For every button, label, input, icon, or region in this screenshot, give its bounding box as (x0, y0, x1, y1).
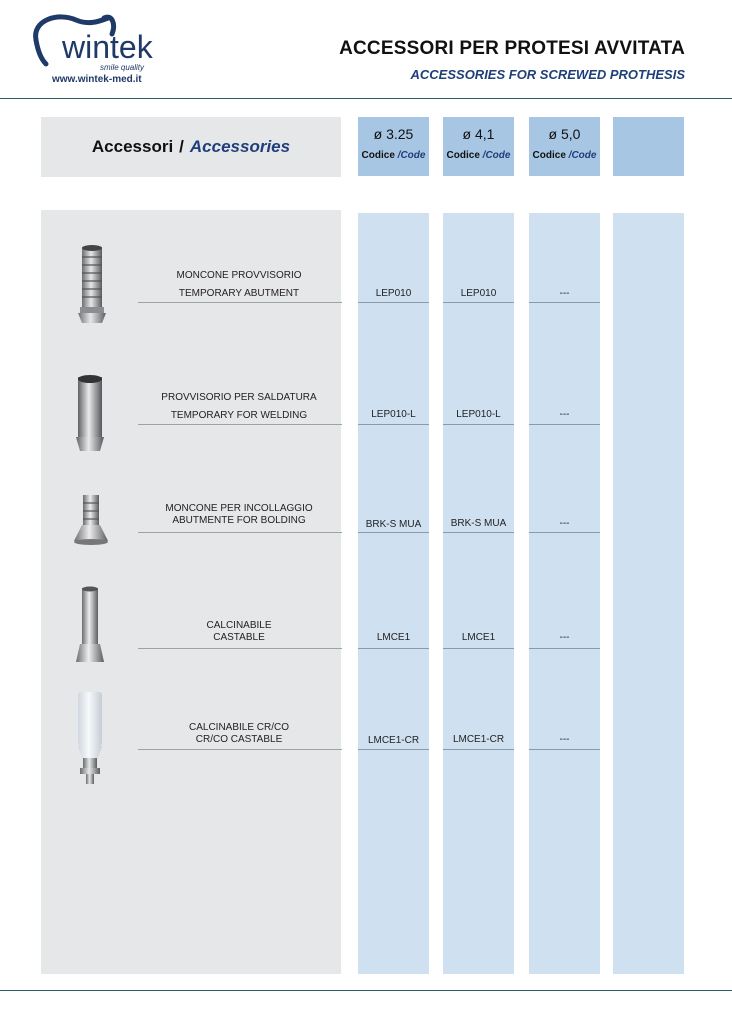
column-body-4-1 (443, 213, 514, 974)
code-cell: LEP010-L (371, 409, 416, 420)
diameter-label: ø 4,1 (462, 126, 495, 142)
column-header-empty (613, 117, 684, 176)
website-url[interactable]: www.wintek-med.it (52, 74, 142, 85)
accessories-label-it: Accessori (91, 137, 174, 156)
product-name-en: TEMPORARY ABUTMENT (178, 288, 300, 299)
product-name-it: MONCONE PER INCOLLAGGIO (165, 503, 313, 514)
cell-divider (358, 532, 429, 533)
row-divider (138, 302, 342, 303)
cell-divider (529, 532, 600, 533)
code-cell: --- (559, 518, 570, 529)
code-cell: BRK-S MUA (450, 518, 507, 529)
column-body-5-0 (529, 213, 600, 974)
code-cell: LEP010 (375, 288, 412, 299)
cell-divider (529, 749, 600, 750)
cell-divider (529, 424, 600, 425)
cell-divider (443, 302, 514, 303)
code-cell: LMCE1 (461, 632, 496, 643)
header-divider (0, 98, 732, 99)
cell-divider (443, 424, 514, 425)
page-subtitle: ACCESSORIES FOR SCREWED PROTHESIS (410, 67, 685, 82)
code-cell: --- (559, 632, 570, 643)
cell-divider (443, 749, 514, 750)
product-name-it: MONCONE PROVVISORIO (176, 270, 302, 281)
cell-divider (358, 648, 429, 649)
bonding-abutment-icon (72, 493, 110, 552)
code-cell: LEP010 (460, 288, 497, 299)
code-cell: --- (559, 288, 570, 299)
code-cell: LEP010-L (456, 409, 501, 420)
diameter-label: ø 5,0 (548, 126, 581, 142)
column-header-4-1 (443, 117, 514, 176)
logo-tagline: smile quality (100, 63, 145, 72)
product-name (138, 620, 340, 644)
row-divider (138, 424, 342, 425)
welding-cylinder-icon (72, 373, 108, 460)
label-separator: / (179, 137, 184, 156)
cell-divider (443, 532, 514, 533)
cell-divider (443, 648, 514, 649)
temporary-abutment-icon (74, 243, 110, 332)
code-label: Codice /Code (532, 150, 597, 161)
product-name-en: CR/CO CASTABLE (195, 734, 283, 745)
accessories-header (41, 117, 341, 177)
cell-divider (358, 302, 429, 303)
product-name-it: PROVVISORIO PER SALDATURA (161, 392, 317, 403)
code-cell: --- (559, 409, 570, 420)
castable-icon (72, 584, 108, 673)
logo-wordmark: wintek (62, 29, 153, 65)
code-cell: LMCE1 (376, 632, 411, 643)
row-divider (138, 532, 342, 533)
cell-divider (358, 424, 429, 425)
accessories-label-en: Accessories (189, 137, 291, 156)
column-body-3-25 (358, 213, 429, 974)
product-name-en: TEMPORARY FOR WELDING (170, 410, 308, 421)
product-name-en: ABUTMENTE FOR BOLDING (172, 515, 306, 526)
crco-castable-icon (72, 690, 108, 791)
product-name (138, 267, 340, 303)
product-name-en: CASTABLE (213, 632, 265, 643)
code-label: Codice /Code (446, 150, 511, 161)
column-header-3-25 (358, 117, 429, 176)
cell-divider (529, 648, 600, 649)
product-name (138, 389, 340, 425)
column-header-5-0 (529, 117, 600, 176)
footer-divider (0, 990, 732, 991)
cell-divider (358, 749, 429, 750)
product-name (138, 503, 340, 527)
diameter-label: ø 3.25 (373, 126, 414, 142)
cell-divider (529, 302, 600, 303)
code-cell: --- (559, 734, 570, 745)
page-title: ACCESSORI PER PROTESI AVVITATA (339, 38, 685, 59)
column-body-empty (613, 213, 684, 974)
code-cell: LMCE1-CR (367, 735, 420, 746)
row-divider (138, 749, 342, 750)
code-label: Codice /Code (361, 150, 426, 161)
product-name-it: CALCINABILE (206, 620, 272, 631)
product-name-it: CALCINABILE CR/CO (188, 722, 290, 733)
row-divider (138, 648, 342, 649)
code-cell: LMCE1-CR (452, 734, 505, 745)
code-cell: BRK-S MUA (365, 519, 422, 530)
product-name (138, 722, 340, 746)
